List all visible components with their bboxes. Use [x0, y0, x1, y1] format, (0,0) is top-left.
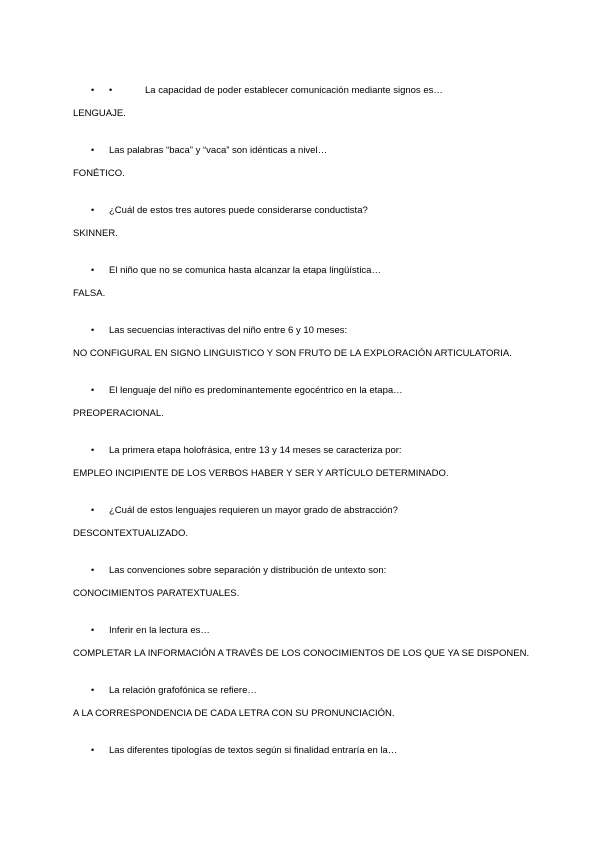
bullet-icon: •: [91, 385, 95, 395]
answer-7: EMPLEO INCIPIENTE DE LOS VERBOS HABER Y SER Y ARTÍCULO DETERMINADO.: [73, 468, 449, 479]
question-11: [91, 684, 257, 697]
bullet-icon: •: [91, 265, 95, 275]
question-text: El niño que no se comunica hasta alcanzar la etapa lingüística…: [109, 265, 381, 276]
bullet-icon: •: [91, 145, 95, 155]
answer-9: CONOCIMIENTOS PARATEXTUALES.: [73, 588, 240, 599]
question-5: [91, 324, 347, 337]
question-text: ¿Cuál de estos lenguajes requieren un mayor grado de abstracción?: [109, 505, 398, 516]
answer-2: FONÉTICO.: [73, 168, 125, 179]
question-3: [91, 204, 368, 217]
bullet-icon: •: [91, 745, 95, 755]
question-7: [91, 444, 402, 457]
answer-1: LENGUAJE.: [73, 108, 126, 119]
question-text: La primera etapa holofrásica, entre 13 y 14 meses se caracteriza por:: [109, 445, 402, 456]
question-1: [91, 84, 443, 97]
answer-4: FALSA.: [73, 288, 106, 299]
answer-6: PREOPERACIONAL.: [73, 408, 164, 419]
question-text: ¿Cuál de estos tres autores puede considerarse conductista?: [109, 205, 368, 216]
bullet-icon: •: [91, 505, 95, 515]
question-text: Inferir en la lectura es…: [109, 625, 210, 636]
bullet-icon: •: [91, 325, 95, 335]
bullet-icon: •: [91, 85, 95, 95]
bullet-icon: •: [91, 445, 95, 455]
question-text: Las convenciones sobre separación y distribución de untexto son:: [109, 565, 387, 576]
answer-8: DESCONTEXTUALIZADO.: [73, 528, 189, 539]
bullet-icon: •: [91, 565, 95, 575]
answer-5: NO CONFIGURAL EN SIGNO LINGUISTICO Y SON FRUTO DE LA EXPLORACIÓN ARTICULATORIA.: [73, 348, 512, 359]
question-text: Las secuencias interactivas del niño entre 6 y 10 meses:: [109, 325, 348, 336]
question-9: [91, 564, 386, 577]
question-text: La capacidad de poder establecer comunicación mediante signos es…: [145, 85, 443, 96]
bullet-icon: •: [91, 625, 95, 635]
question-text: Las palabras “baca” y “vaca” son idénticas a nivel…: [109, 145, 328, 156]
question-4: [91, 264, 381, 277]
question-2: [91, 144, 327, 157]
answer-10: COMPLETAR LA INFORMACIÓN A TRAVÉS DE LOS CONOCIMIENTOS DE LOS QUE YA SE DISPONEN.: [73, 648, 530, 659]
question-10: [91, 624, 210, 637]
question-text: El lenguaje del niño es predominantemente egocéntrico en la etapa…: [109, 385, 403, 396]
bullet-icon: •: [109, 85, 113, 95]
bullet-icon: •: [91, 685, 95, 695]
question-text: Las diferentes tipologías de textos según si finalidad entraría en la…: [109, 745, 398, 756]
bullet-icon: •: [91, 205, 95, 215]
answer-11: A LA CORRESPONDENCIA DE CADA LETRA CON SU PRONUNCIACIÓN.: [73, 708, 395, 719]
question-12: [91, 744, 397, 757]
question-text: La relación grafofónica se refiere…: [109, 685, 257, 696]
question-8: [91, 504, 398, 517]
answer-3: SKINNER.: [73, 228, 118, 239]
question-6: [91, 384, 403, 397]
